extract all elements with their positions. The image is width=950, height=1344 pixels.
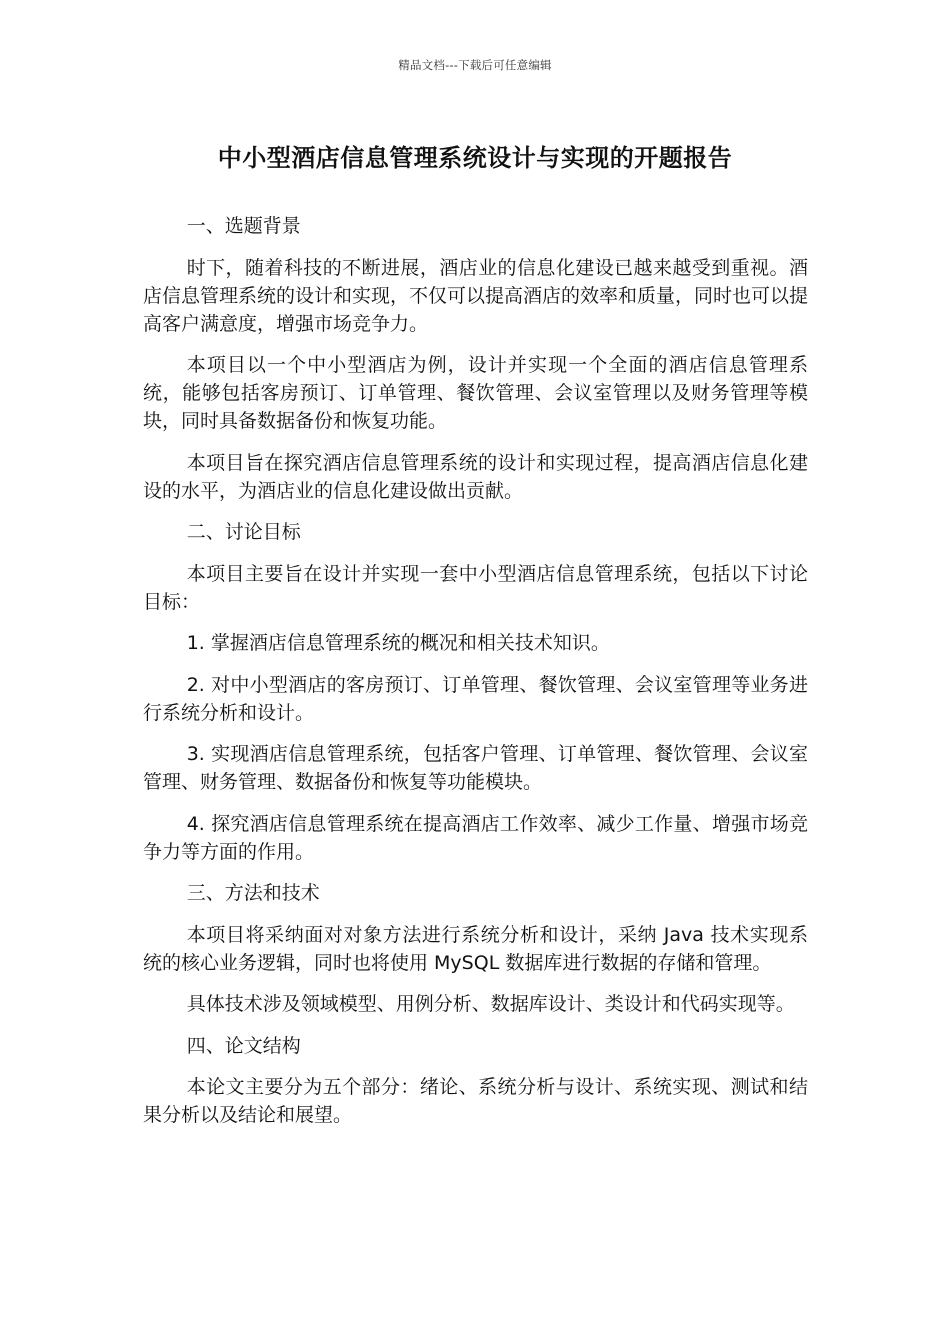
section-heading-3: 三、方法和技术 — [186, 882, 320, 904]
document-body — [143, 212, 808, 1143]
paragraph: 本项目主要旨在设计并实现一套中小型酒店信息管理系统，包括以下讨论目标： — [143, 562, 808, 613]
section-heading-1: 一、选题背景 — [186, 215, 301, 237]
section-heading-2: 二、讨论目标 — [186, 521, 301, 543]
list-item: 4. 探究酒店信息管理系统在提高酒店工作效率、减少工作量、增强市场竞争力等方面的作用。 — [143, 812, 808, 863]
paragraph: 本论文主要分为五个部分：绪论、系统分析与设计、系统实现、测试和结果分析以及结论和展望。 — [143, 1076, 808, 1126]
paragraph: 具体技术涉及领域模型、用例分析、数据库设计、类设计和代码实现等。 — [186, 993, 795, 1015]
header-note: 精品文档---下载后可任意编辑 — [398, 58, 552, 72]
paragraph: 时下，随着科技的不断进展，酒店业的信息化建设已越来越受到重视。酒店信息管理系统的设计和实现，不仅可以提高酒店的效率和质量，同时也可以提高客户满意度，增强市场竞争力。 — [143, 256, 809, 335]
list-item: 1. 掌握酒店信息管理系统的概况和相关技术知识。 — [186, 632, 610, 654]
document-title: 中小型酒店信息管理系统设计与实现的开题报告 — [217, 144, 733, 172]
paragraph: 本项目以一个中小型酒店为例，设计并实现一个全面的酒店信息管理系统，能够包括客房预订、订单管理、餐饮管理、会议室管理以及财务管理等模块，同时具备数据备份和恢复功能。 — [143, 354, 808, 432]
section-heading-4: 四、论文结构 — [186, 1034, 301, 1057]
paragraph: 本项目旨在探究酒店信息管理系统的设计和实现过程，提高酒店信息化建设的水平，为酒店业的信息化建设做出贡献。 — [143, 451, 808, 502]
list-item: 3. 实现酒店信息管理系统，包括客户管理、订单管理、餐饮管理、会议室管理、财务管理、数据备份和恢复等功能模块。 — [143, 743, 808, 793]
list-item: 2. 对中小型酒店的客房预订、订单管理、餐饮管理、会议室管理等业务进行系统分析和设计。 — [143, 673, 808, 724]
paragraph: 本项目将采纳面对对象方法进行系统分析和设计，采纳 Java 技术实现系统的核心业务逻辑，同时也将使用 MySQL 数据库进行数据的存储和管理。 — [143, 923, 808, 974]
